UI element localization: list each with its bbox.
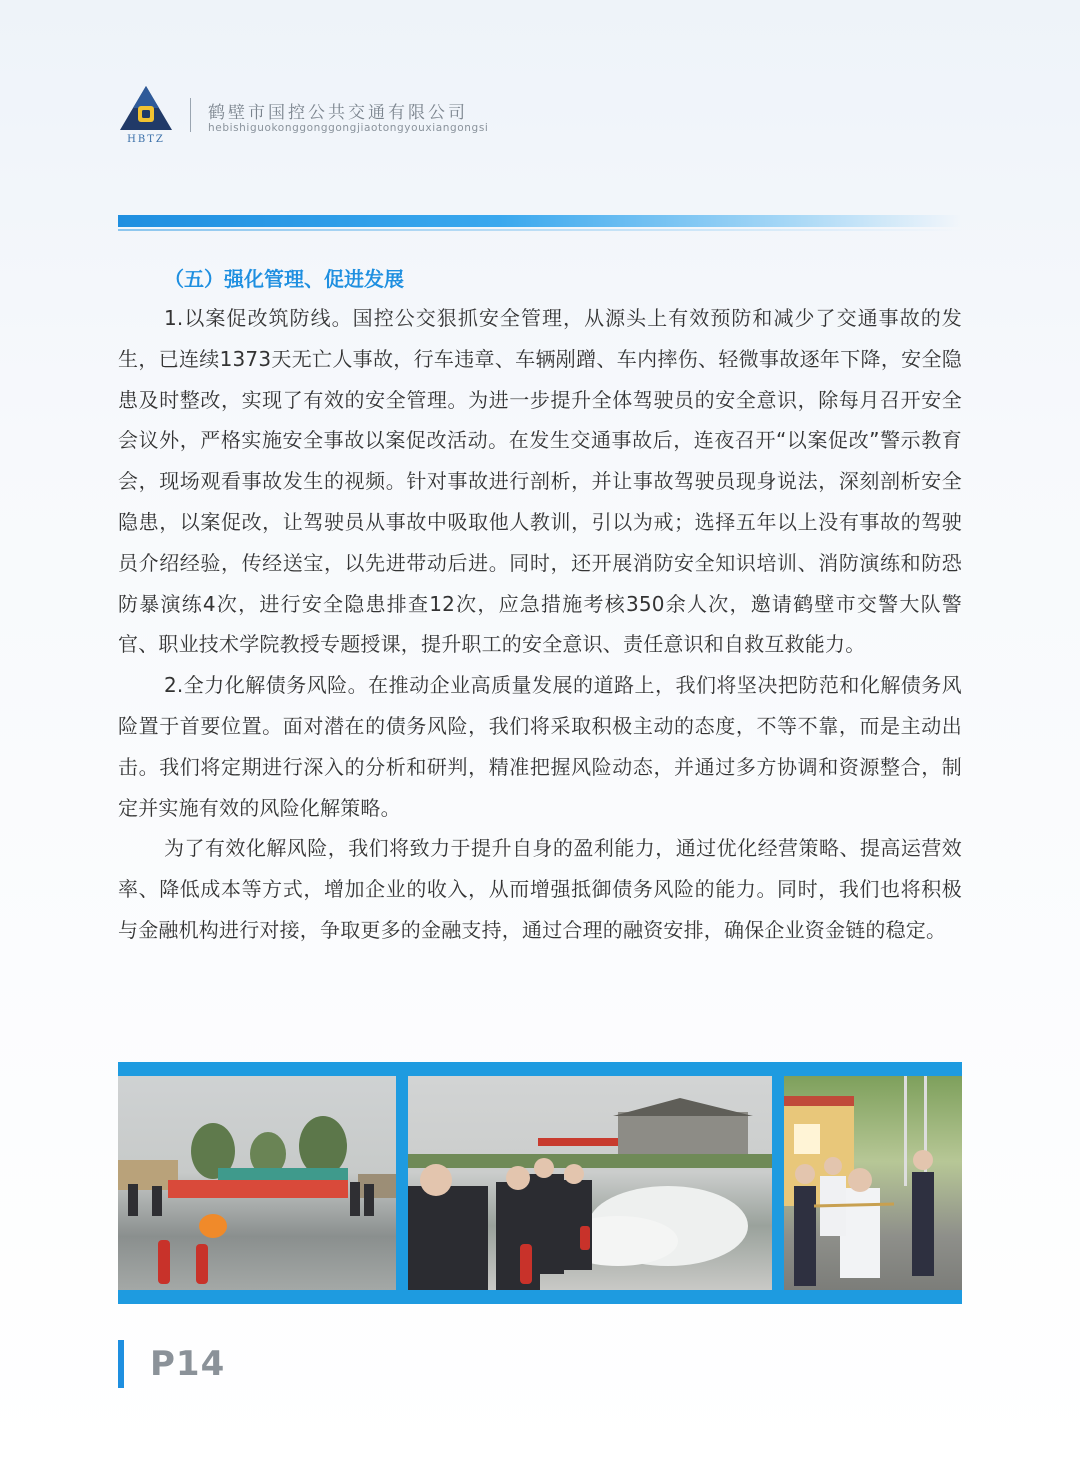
company-pinyin: hebishiguokonggonggongjiaotongyouxiangongsi xyxy=(208,122,489,134)
decorative-top-bar xyxy=(118,215,962,227)
fire-drill-photo-2 xyxy=(408,1076,772,1290)
section-content xyxy=(118,260,962,951)
paragraph-3: 为了有效化解风险，我们将致力于提升自身的盈利能力，通过优化经营策略、提高运营效率、降低成本等方式，增加企业的收入，从而增强抵御债务风险的能力。同时，我们也将积极与金融机构进行对接，争取更多的金融支持，通过合理的融资安排，确保企业资金链的稳定。 xyxy=(118,836,962,942)
page-number: P14 xyxy=(150,1344,226,1384)
logo-text: HBTZ xyxy=(127,134,165,145)
photo-strip xyxy=(118,1062,962,1304)
company-name: 鹤壁市国控公共交通有限公司 xyxy=(208,103,468,123)
company-header xyxy=(118,84,718,148)
fire-drill-photo-3 xyxy=(784,1076,962,1290)
section-title: （五）强化管理、促进发展 xyxy=(164,267,404,291)
page-marker xyxy=(118,1340,124,1388)
decorative-top-line xyxy=(118,229,962,231)
fire-drill-photo-1 xyxy=(118,1076,396,1290)
paragraph-2: 2.全力化解债务风险。在推动企业高质量发展的道路上，我们将坚决把防范和化解债务风险置于首要位置。面对潜在的债务风险，我们将采取积极主动的态度，不等不靠，而是主动出击。我们将定期进行深入的分析和研判，精准把握风险动态，并通过多方协调和资源整合，制定并实施有效的风险化解策略。 xyxy=(118,673,962,820)
header-divider xyxy=(190,98,191,132)
paragraph-1: 1.以案促改筑防线。国控公交狠抓安全管理，从源头上有效预防和减少了交通事故的发生，已连续1373天无亡人事故，行车违章、车辆剐蹭、车内摔伤、轻微事故逐年下降，安全隐患及时整改，实现了有效的安全管理。为进一步提升全体驾驶员的安全意识，除每月召开安全会议外，严格实施安全事故以案促改活动。在发生交通事故后，连夜召开“以案促改”警示教育会，现场观看事故发生的视频。针对事故进行剖析，并让事故驾驶员现身说法，深刻剖析安全隐患，以案促改，让驾驶员从事故中吸取他人教训，引以为戒；选择五年以上没有事故的驾驶员介绍经验，传经送宝，以先进带动后进。同时，还开展消防安全知识培训、消防演练和防恐防暴演练4次，进行安全隐患排查12次，应急措施考核350余人次，邀请鹤壁市交警大队警官、职业技术学院教授专题授课，提升职工的安全意识、责任意识和自救互救能力。 xyxy=(118,306,962,657)
